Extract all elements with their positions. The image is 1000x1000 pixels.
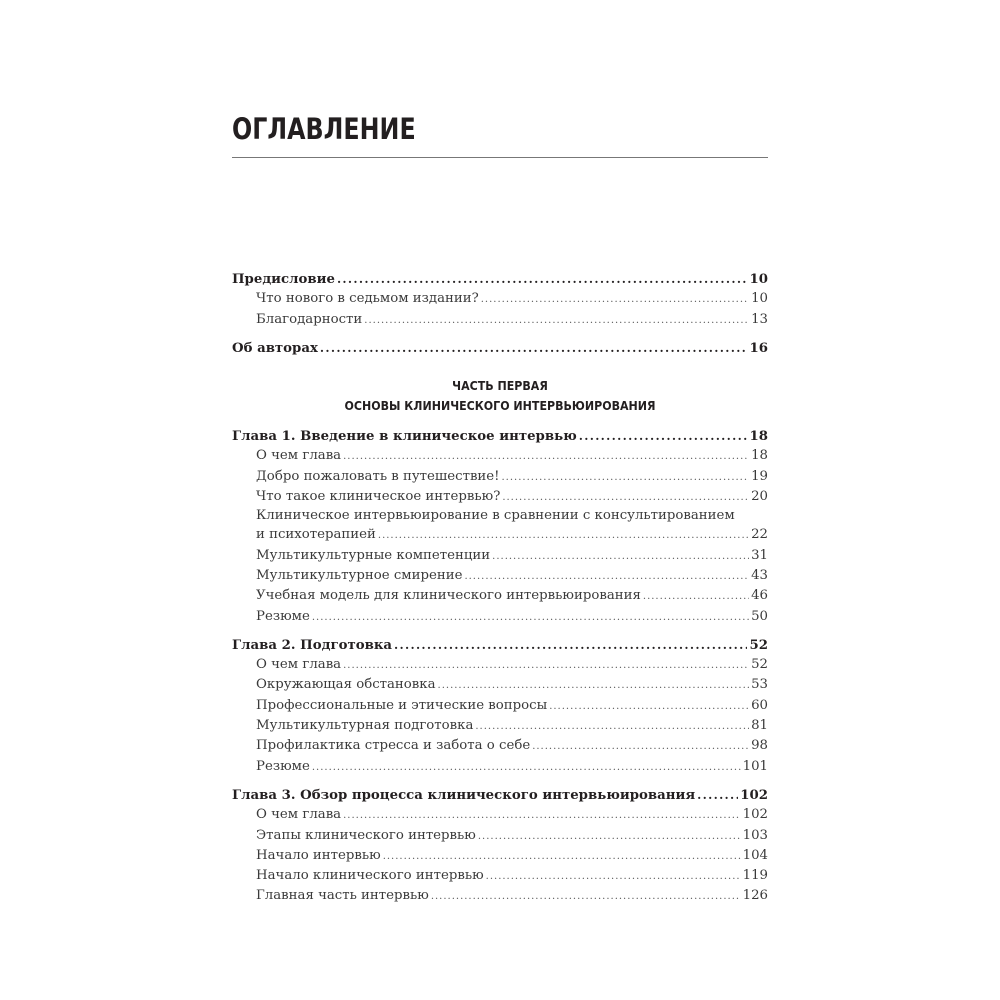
dot-leader — [643, 586, 749, 607]
dot-leader — [312, 757, 741, 778]
toc-entry-title: Глава 3. Обзор процесса клинического интервьюирования — [232, 787, 696, 803]
toc-entry-title: Что такое клиническое интервью? — [256, 489, 501, 505]
dot-leader — [364, 310, 749, 331]
toc-section-entry[interactable] — [232, 525, 768, 545]
toc-page-number: 18 — [751, 448, 768, 464]
toc-section-entry[interactable] — [232, 696, 768, 716]
toc-page-number: 60 — [751, 697, 768, 713]
dot-leader — [481, 289, 749, 310]
toc-chapter-entry[interactable] — [232, 426, 768, 446]
toc-page-number: 10 — [751, 291, 768, 307]
toc-page-number: 50 — [751, 608, 768, 624]
toc-section-entry[interactable] — [232, 866, 768, 886]
toc-entry-title: О чем глава — [256, 448, 342, 464]
toc-page-number: 81 — [751, 718, 768, 734]
dot-leader — [378, 525, 749, 546]
toc-page-number: 126 — [742, 888, 768, 904]
toc-page-number: 52 — [751, 657, 768, 673]
toc-page-number: 46 — [751, 588, 768, 604]
dot-leader — [343, 805, 740, 826]
toc-section-entry[interactable] — [232, 607, 768, 627]
part-heading — [232, 376, 768, 416]
toc-section-entry[interactable] — [232, 487, 768, 507]
dot-leader — [532, 736, 749, 757]
dot-leader — [549, 696, 749, 717]
toc-page-number: 43 — [751, 567, 768, 583]
toc-section-entry[interactable] — [232, 716, 768, 736]
dot-leader — [579, 426, 748, 447]
toc-entry-title: Профессиональные и этические вопросы — [256, 697, 548, 713]
toc-entry-title: Мультикультурные компетенции — [256, 547, 491, 563]
toc-entry-title: О чем глава — [256, 807, 342, 823]
toc-page-number: 119 — [742, 868, 768, 884]
toc-page-number: 104 — [742, 847, 768, 863]
toc-entry-title: Начало клинического интервью — [256, 868, 484, 884]
toc-entry-title-line1[interactable]: Клиническое интервьюирование в сравнении с консультированием — [256, 508, 735, 524]
dot-leader — [478, 826, 741, 847]
toc-page-number: 20 — [751, 489, 768, 505]
toc-chapter-entry[interactable] — [232, 635, 768, 655]
dot-leader — [475, 716, 749, 737]
toc-section-entry[interactable] — [232, 805, 768, 825]
dot-leader — [431, 886, 741, 907]
toc-entry-title: Добро пожаловать в путешествие! — [256, 468, 500, 484]
title-rule — [232, 157, 768, 158]
toc-entry-title: Резюме — [256, 758, 310, 774]
toc-entry-title: Об авторах — [232, 340, 318, 356]
dot-leader — [492, 546, 749, 567]
dot-leader — [438, 675, 750, 696]
toc-entry-title: Учебная модель для клинического интервьюирования — [256, 588, 641, 604]
dot-leader — [343, 655, 749, 676]
toc-section-entry[interactable] — [232, 446, 768, 466]
dot-leader — [697, 785, 738, 806]
dot-leader — [486, 866, 741, 887]
toc-section-entry[interactable] — [232, 757, 768, 777]
toc-entry-title: Мультикультурное смирение — [256, 567, 463, 583]
toc-page-number: 101 — [742, 758, 768, 774]
toc-page-number: 52 — [749, 637, 768, 653]
table-of-contents — [232, 269, 768, 907]
toc-entry-title: О чем глава — [256, 657, 342, 673]
dot-leader — [502, 467, 750, 488]
part-heading-line1: ЧАСТЬ ПЕРВАЯ — [452, 379, 548, 394]
toc-entry-title: Благодарности — [256, 311, 363, 327]
toc-entry-title: Начало интервью — [256, 847, 381, 863]
dot-leader — [337, 269, 748, 290]
toc-entry-title: Предисловие — [232, 272, 335, 287]
toc-section-entry[interactable] — [232, 886, 768, 906]
toc-page-number: 22 — [751, 527, 768, 543]
toc-page-number: 53 — [751, 677, 768, 693]
part-heading-line2: ОСНОВЫ КЛИНИЧЕСКОГО ИНТЕРВЬЮИРОВАНИЯ — [344, 399, 656, 414]
toc-section-entry[interactable] — [232, 655, 768, 675]
dot-leader — [502, 487, 749, 508]
toc-page-number: 31 — [751, 547, 768, 563]
toc-entry-title: Что нового в седьмом издании? — [256, 291, 479, 307]
toc-section-entry[interactable] — [232, 467, 768, 487]
toc-page-number: 13 — [751, 311, 768, 327]
toc-entry-title: Резюме — [256, 608, 310, 624]
toc-page-number: 102 — [740, 787, 768, 803]
toc-entry-title: Мультикультурная подготовка — [256, 718, 474, 734]
toc-section-entry[interactable] — [232, 289, 768, 309]
toc-entry-title: Глава 1. Введение в клиническое интервью — [232, 429, 577, 445]
dot-leader — [320, 338, 748, 359]
dot-leader — [383, 846, 741, 867]
toc-page-number: 102 — [742, 807, 768, 823]
toc-section-entry[interactable] — [232, 826, 768, 846]
toc-entry-title: Глава 2. Подготовка — [232, 637, 393, 653]
toc-entry-title: и психотерапией — [256, 527, 376, 543]
toc-section-entry[interactable] — [232, 546, 768, 566]
toc-section-entry[interactable] — [232, 310, 768, 330]
toc-chapter-entry[interactable] — [232, 269, 768, 289]
dot-leader — [343, 446, 749, 467]
toc-entry-title: Главная часть интервью — [256, 888, 429, 904]
toc-chapter-entry[interactable] — [232, 338, 768, 358]
toc-section-entry[interactable] — [232, 846, 768, 866]
toc-entry-title: Окружающая обстановка — [256, 677, 436, 693]
toc-page-number: 98 — [751, 738, 768, 754]
toc-section-entry[interactable] — [232, 736, 768, 756]
dot-leader — [312, 607, 749, 628]
toc-page-number: 18 — [749, 429, 768, 445]
dot-leader — [464, 566, 749, 587]
dot-leader — [394, 635, 747, 656]
toc-page-number: 16 — [749, 340, 768, 356]
toc-section-entry[interactable] — [232, 566, 768, 586]
page-title: ОГЛАВЛЕНИЕ — [232, 112, 416, 146]
toc-page-number: 19 — [751, 468, 768, 484]
toc-entry-title: Этапы клинического интервью — [256, 827, 476, 843]
toc-section-entry[interactable] — [232, 675, 768, 695]
toc-chapter-entry[interactable] — [232, 785, 768, 805]
toc-page-number: 10 — [749, 272, 768, 287]
toc-page-number: 103 — [742, 827, 768, 843]
toc-entry-title: Профилактика стресса и забота о себе — [256, 738, 531, 754]
toc-section-entry[interactable] — [232, 586, 768, 606]
